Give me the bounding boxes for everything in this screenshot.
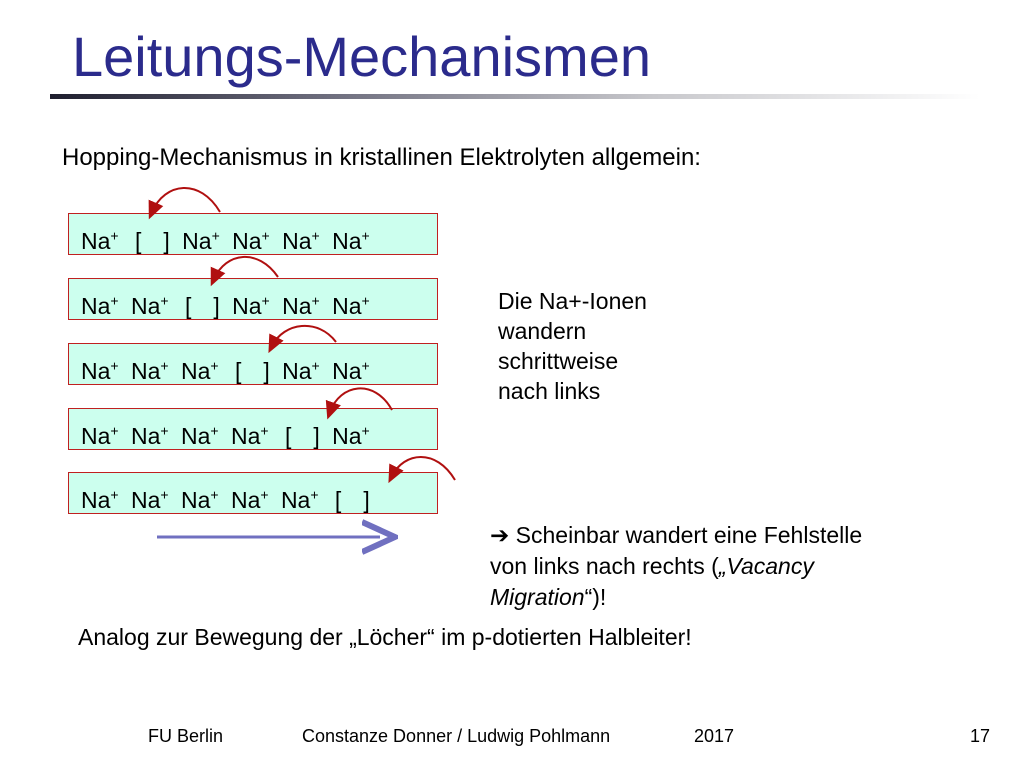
ion-cell: Na+ (180, 486, 219, 513)
ion-cell: Na+ (332, 422, 370, 449)
vacancy-close: ] (213, 292, 220, 319)
note-line-2: von links nach rechts ( (490, 553, 719, 579)
ion-cell: Na+ (130, 292, 169, 319)
analogy-statement: Analog zur Bewegung der „Löcher“ im p-dotierten Halbleiter! (78, 624, 692, 650)
note-term-migration: Migration (490, 584, 585, 610)
vacancy-close: ] (263, 357, 270, 384)
vacancy-open: [ (234, 357, 242, 384)
ion-cell: Na+ (280, 486, 319, 513)
vacancy-close: ] (163, 227, 170, 254)
slide-subtitle: Hopping-Mechanismus in kristallinen Elektrolyten allgemein: (62, 144, 701, 171)
ion-cell: Na+ (232, 227, 270, 254)
ion-cell: Na+ (81, 227, 119, 254)
curved-arrow-left-icon (392, 457, 455, 480)
vacancy-open: [ (134, 227, 142, 254)
side-text-line: Die Na+-Ionen (498, 288, 647, 314)
curved-arrow-left-icon (272, 326, 336, 346)
ion-cell: Na+ (180, 422, 219, 449)
ion-cell: Na+ (130, 422, 169, 449)
footer-year: 2017 (694, 726, 735, 746)
ion-movement-note (498, 286, 698, 406)
ion-cell: Na+ (230, 422, 269, 449)
ion-cell: Na+ (332, 357, 370, 384)
arrow-right-bullet-icon: ➔ (490, 522, 510, 548)
vacancy-migration-note (490, 520, 930, 613)
ion-cell: Na+ (182, 227, 220, 254)
ion-cell: Na+ (282, 292, 320, 319)
curved-arrow-left-icon (152, 188, 220, 212)
ion-cell: Na+ (332, 292, 370, 319)
vacancy-open: [ (184, 292, 192, 319)
vacancy-open: [ (284, 422, 292, 449)
ion-cell: Na+ (81, 486, 119, 513)
side-text-line: schrittweise (498, 348, 619, 374)
ion-cell: Na+ (81, 292, 119, 319)
footer-authors: Constanze Donner / Ludwig Pohlmann (302, 726, 611, 746)
ion-cell: Na+ (130, 357, 169, 384)
note-line-1: Scheinbar wandert eine Fehlstelle (509, 522, 863, 548)
ion-cell: Na+ (230, 486, 269, 513)
curved-arrow-left-icon (330, 388, 392, 412)
ion-cell: Na+ (282, 357, 320, 384)
ion-cell: Na+ (81, 422, 119, 449)
ion-cell: Na+ (232, 292, 270, 319)
note-term-vacancy: „Vacancy (718, 553, 814, 579)
note-line-3-end: “)! (584, 584, 607, 610)
ion-cell: Na+ (180, 357, 219, 384)
ion-cell: Na+ (282, 227, 320, 254)
ion-cell: Na+ (81, 357, 119, 384)
curved-arrow-left-icon (214, 257, 278, 279)
footer-institution: FU Berlin (148, 726, 224, 746)
footer-page-number: 17 (970, 726, 991, 746)
side-text-line: nach links (498, 378, 601, 404)
side-text-line: wandern (498, 318, 587, 344)
slide-title: Leitungs-Mechanismen (72, 25, 651, 88)
vacancy-close: ] (313, 422, 320, 449)
vacancy-open: [ (334, 486, 342, 513)
ion-cell: Na+ (130, 486, 169, 513)
vacancy-close: ] (363, 486, 370, 513)
ion-cell: Na+ (332, 227, 370, 254)
